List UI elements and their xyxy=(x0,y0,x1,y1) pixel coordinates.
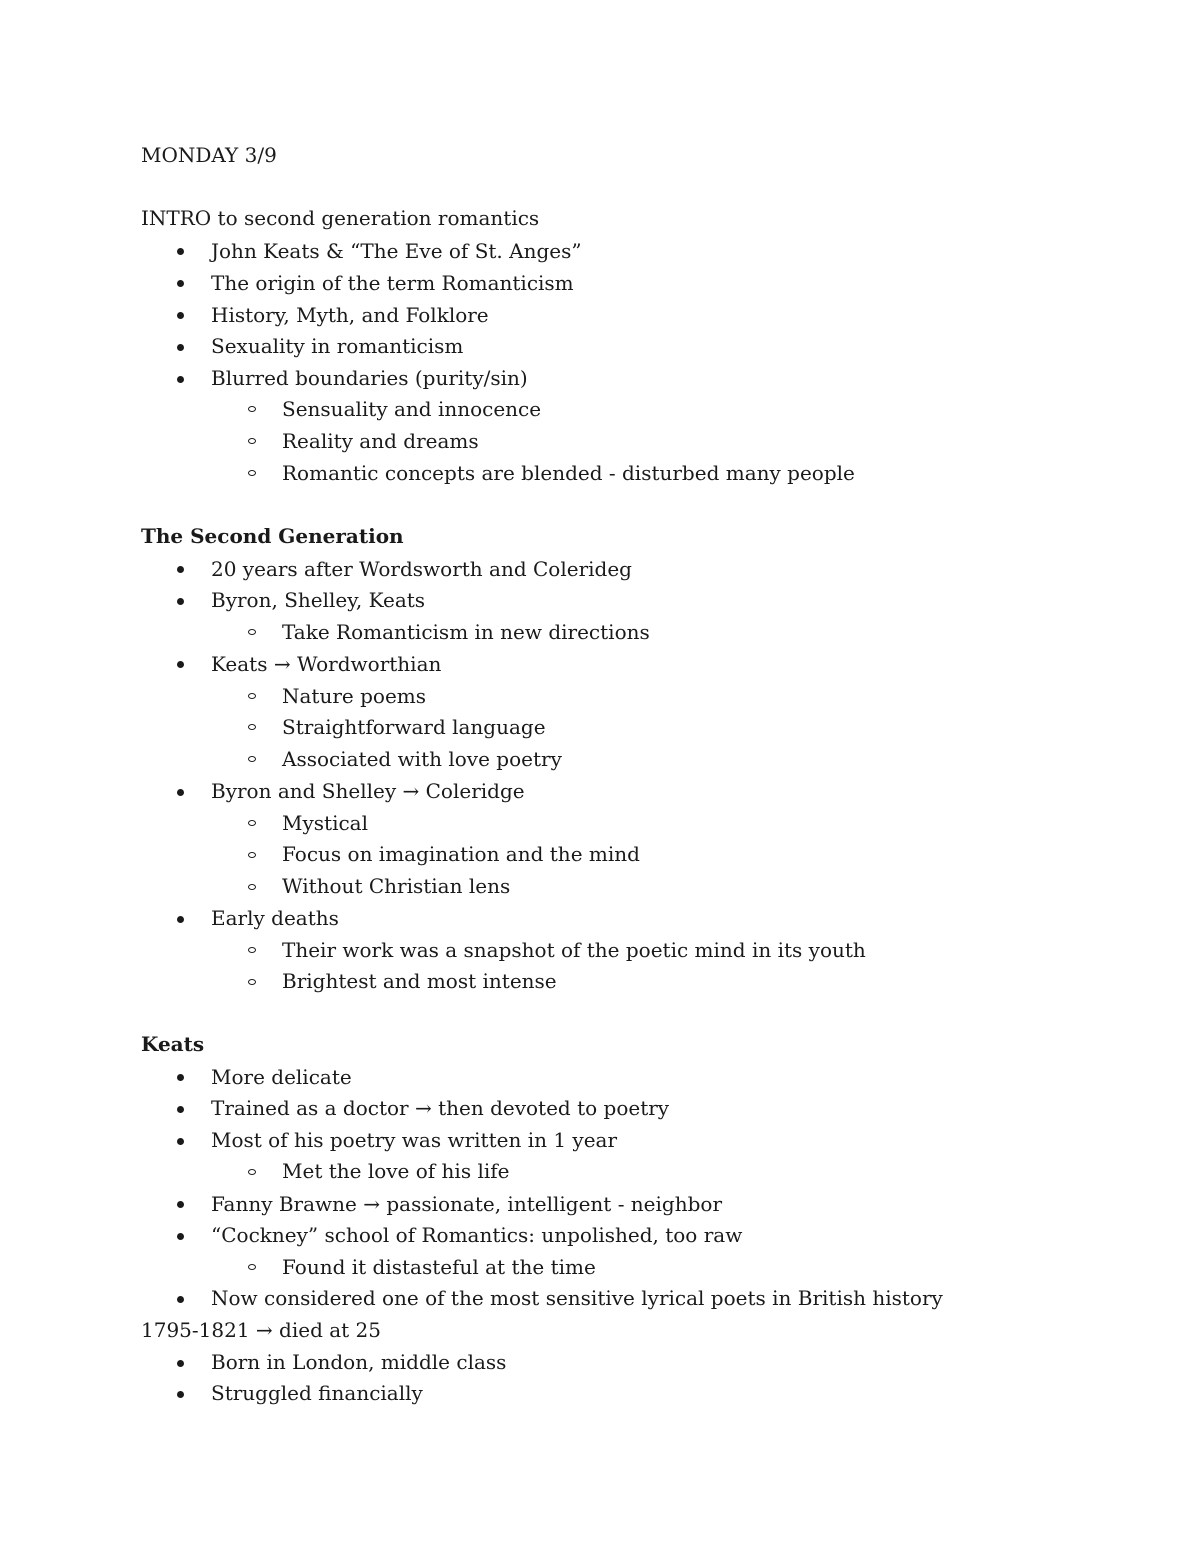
sub-list-item: Romantic concepts are blended - disturbed many people xyxy=(282,461,855,485)
circle-bullet-icon xyxy=(248,693,256,699)
bullet-icon xyxy=(177,312,184,319)
circle-bullet-icon xyxy=(248,1264,256,1270)
intro-title: INTRO to second generation romantics xyxy=(141,206,540,230)
list-item: Byron, Shelley, Keats xyxy=(211,588,426,612)
circle-bullet-icon xyxy=(248,724,256,730)
circle-bullet-icon xyxy=(248,820,256,826)
circle-bullet-icon xyxy=(248,884,256,890)
circle-bullet-icon xyxy=(248,852,256,858)
list-item: Now considered one of the most sensitive lyrical poets in British history xyxy=(211,1286,943,1310)
bullet-icon xyxy=(177,916,184,923)
circle-bullet-icon xyxy=(248,406,256,412)
list-item: The origin of the term Romanticism xyxy=(211,271,574,295)
bullet-icon xyxy=(177,344,184,351)
sub-list-item: Reality and dreams xyxy=(282,429,479,453)
sub-list-item: Take Romanticism in new directions xyxy=(282,620,650,644)
bullet-icon xyxy=(177,598,184,605)
sub-list-item: Their work was a snapshot of the poetic mind in its youth xyxy=(282,938,866,962)
sub-list-item: Found it distasteful at the time xyxy=(282,1255,596,1279)
list-item: “Cockney” school of Romantics: unpolished, too raw xyxy=(211,1223,743,1247)
circle-bullet-icon xyxy=(248,756,256,762)
circle-bullet-icon xyxy=(248,947,256,953)
list-item: Byron and Shelley → Coleridge xyxy=(211,779,525,803)
bullet-icon xyxy=(177,280,184,287)
section-heading-second-generation: The Second Generation xyxy=(141,524,404,548)
circle-bullet-icon xyxy=(248,1169,256,1175)
bullet-icon xyxy=(177,1106,184,1113)
sub-list-item: Met the love of his life xyxy=(282,1159,510,1183)
list-item: Struggled financially xyxy=(211,1381,423,1405)
bullet-icon xyxy=(177,1201,184,1208)
bullet-icon xyxy=(177,1360,184,1367)
sub-list-item: Associated with love poetry xyxy=(282,747,562,771)
list-item: Blurred boundaries (purity/sin) xyxy=(211,366,528,390)
sub-list-item: Without Christian lens xyxy=(282,874,511,898)
bullet-icon xyxy=(177,1138,184,1145)
sub-list-item: Straightforward language xyxy=(282,715,546,739)
bullet-icon xyxy=(177,1296,184,1303)
list-item: 20 years after Wordsworth and Colerideg xyxy=(211,557,632,581)
dates-line: 1795-1821 → died at 25 xyxy=(141,1318,381,1342)
list-item: History, Myth, and Folklore xyxy=(211,303,489,327)
bullet-icon xyxy=(177,661,184,668)
bullet-icon xyxy=(177,789,184,796)
bullet-icon xyxy=(177,376,184,383)
bullet-icon xyxy=(177,566,184,573)
circle-bullet-icon xyxy=(248,629,256,635)
sub-list-item: Sensuality and innocence xyxy=(282,397,542,421)
bullet-icon xyxy=(177,248,184,255)
list-item: Trained as a doctor → then devoted to poetry xyxy=(211,1096,670,1120)
list-item: Keats → Wordworthian xyxy=(211,652,442,676)
sub-list-item: Mystical xyxy=(282,811,368,835)
circle-bullet-icon xyxy=(248,438,256,444)
date-heading: MONDAY 3/9 xyxy=(141,143,277,167)
list-item: Sexuality in romanticism xyxy=(211,334,464,358)
list-item: Fanny Brawne → passionate, intelligent - neighbor xyxy=(211,1192,723,1216)
list-item: More delicate xyxy=(211,1065,352,1089)
bullet-icon xyxy=(177,1074,184,1081)
list-item: John Keats & “The Eve of St. Anges” xyxy=(211,239,582,263)
sub-list-item: Brightest and most intense xyxy=(282,969,557,993)
circle-bullet-icon xyxy=(248,979,256,985)
list-item: Born in London, middle class xyxy=(211,1350,507,1374)
section-heading-keats: Keats xyxy=(141,1032,205,1056)
bullet-icon xyxy=(177,1233,184,1240)
bullet-icon xyxy=(177,1391,184,1398)
list-item: Most of his poetry was written in 1 year xyxy=(211,1128,618,1152)
list-item: Early deaths xyxy=(211,906,339,930)
sub-list-item: Nature poems xyxy=(282,684,427,708)
circle-bullet-icon xyxy=(248,470,256,476)
sub-list-item: Focus on imagination and the mind xyxy=(282,842,640,866)
